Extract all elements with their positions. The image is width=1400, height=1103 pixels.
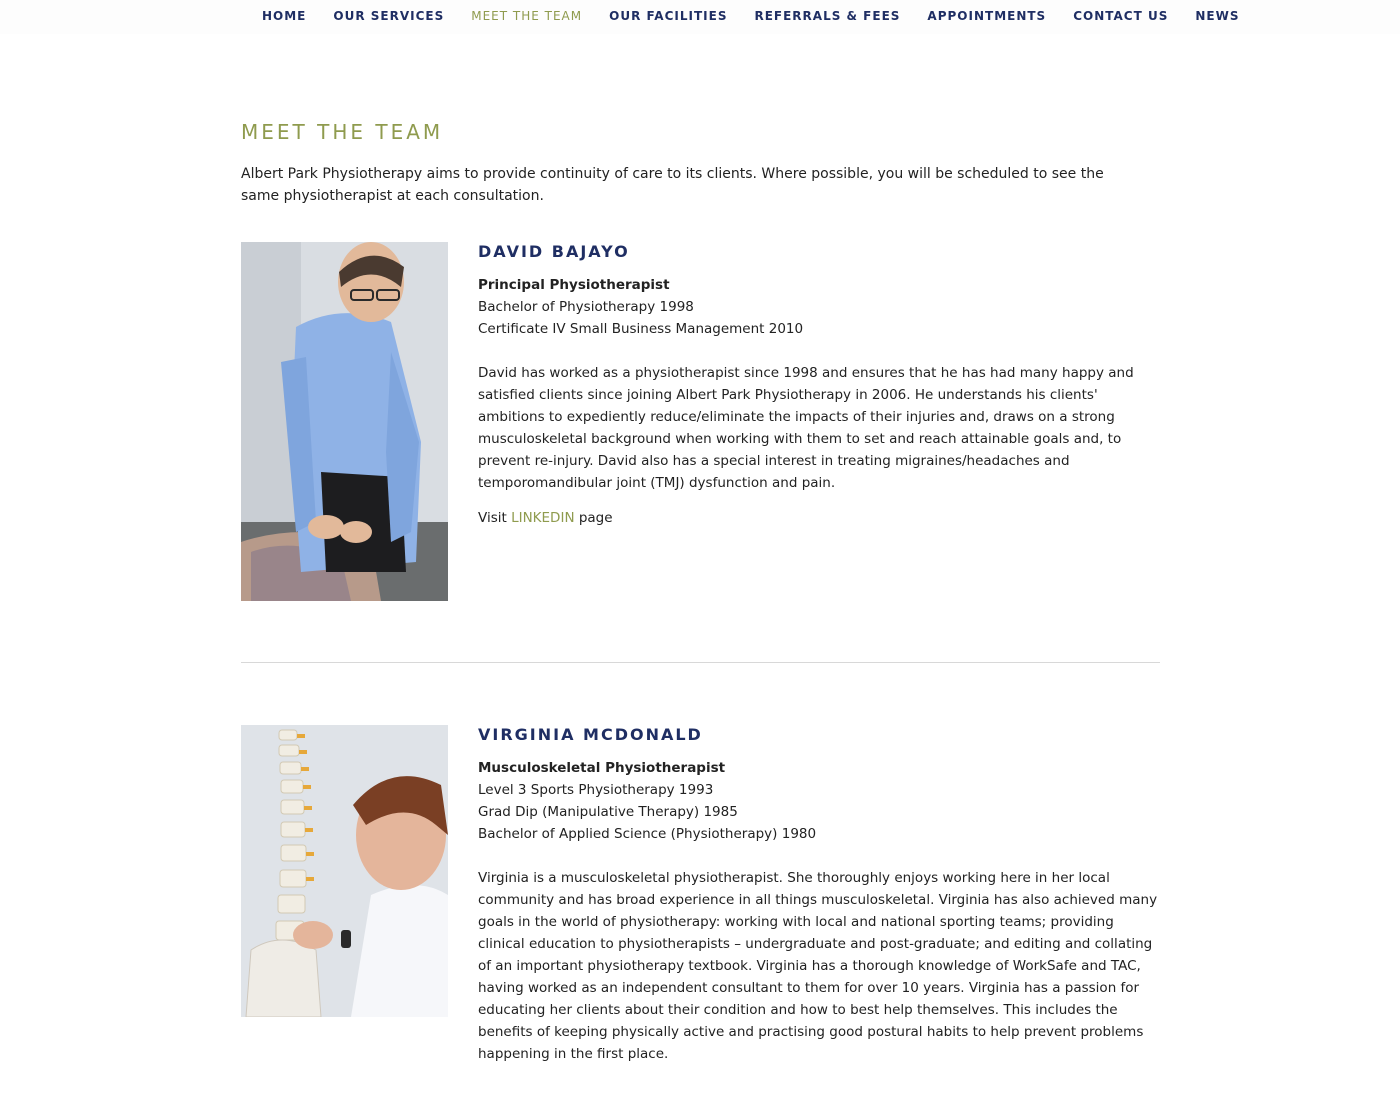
virginia-photo xyxy=(241,725,448,1017)
member-role: Principal Physiotherapist xyxy=(478,277,670,293)
nav-our-services[interactable]: OUR SERVICES xyxy=(333,9,445,23)
linkedin-line xyxy=(478,507,1160,529)
page-title: MEET THE TEAM xyxy=(241,120,444,144)
main-nav xyxy=(0,0,1400,34)
nav-meet-the-team[interactable]: MEET THE TEAM xyxy=(471,9,583,23)
member-qualification: Certificate IV Small Business Management 2010 xyxy=(478,321,804,337)
david-info xyxy=(478,242,1160,529)
nav-appointments[interactable]: APPOINTMENTS xyxy=(927,9,1047,23)
david-photo-illustration xyxy=(241,242,448,601)
member-bio: David has worked as a physiotherapist since 1998 and ensures that he has had many happy and satisfied clients since joining Albert Park Physiotherapy in 2006. He understands his clients' ambitions to expediently reduce/eliminate the impacts of their injuries and, draws on a strong musculoskeletal background when working with them to set and reach attainable goals and, to prevent re-injury. David also has a special interest in treating migraines/headaches and temporomandibular joint (TMJ) dysfunction and pain. xyxy=(478,365,1134,491)
virginia-photo-illustration xyxy=(241,725,448,1017)
nav-our-facilities[interactable]: OUR FACILITIES xyxy=(609,9,728,23)
nav-home[interactable]: HOME xyxy=(262,9,307,23)
member-qualification: Bachelor of Physiotherapy 1998 xyxy=(478,299,694,315)
visit-prefix: Visit xyxy=(478,510,507,526)
section-divider xyxy=(241,662,1160,663)
member-name: DAVID BAJAYO xyxy=(478,242,630,261)
main-content xyxy=(241,120,1161,1062)
member-qualification: Level 3 Sports Physiotherapy 1993 xyxy=(478,782,714,798)
visit-suffix: page xyxy=(578,510,613,526)
nav-contact-us[interactable]: CONTACT US xyxy=(1073,9,1169,23)
nav-referrals-fees[interactable]: REFERRALS & FEES xyxy=(754,9,901,23)
virginia-info xyxy=(478,725,1160,1065)
member-role: Musculoskeletal Physiotherapist xyxy=(478,760,726,776)
member-bio: Virginia is a musculoskeletal physiotherapist. She thoroughly enjoys working here in her local community and has broad experience in all things musculoskeletal. Virginia has also achieved many goals in the world of physiotherapy: working with local and national sporting teams; providing clinical education to physiotherapists – undergraduate and post-graduate; and editing and collating of an important physiotherapy textbook. Virginia has a thorough knowledge of WorkSafe and TAC, having worked as an independent consultant to them for over 10 years. Virginia has a passion for educating her clients about their condition and how to best help themselves. This includes the benefits of keeping physically active and practising good postural habits to help prevent problems happening in the first place. xyxy=(478,870,1158,1062)
linkedin-link[interactable]: LINKEDIN xyxy=(511,510,575,526)
david-photo xyxy=(241,242,448,601)
intro-text: Albert Park Physiotherapy aims to provide continuity of care to its clients. Where possible, you will be scheduled to see the same physiotherapist at each consultation. xyxy=(241,166,1104,204)
member-qualification: Bachelor of Applied Science (Physiotherapy) 1980 xyxy=(478,826,817,842)
nav-list xyxy=(262,9,1239,23)
member-qualification: Grad Dip (Manipulative Therapy) 1985 xyxy=(478,804,738,820)
nav-news[interactable]: NEWS xyxy=(1195,9,1240,23)
member-name: VIRGINIA MCDONALD xyxy=(478,725,703,744)
